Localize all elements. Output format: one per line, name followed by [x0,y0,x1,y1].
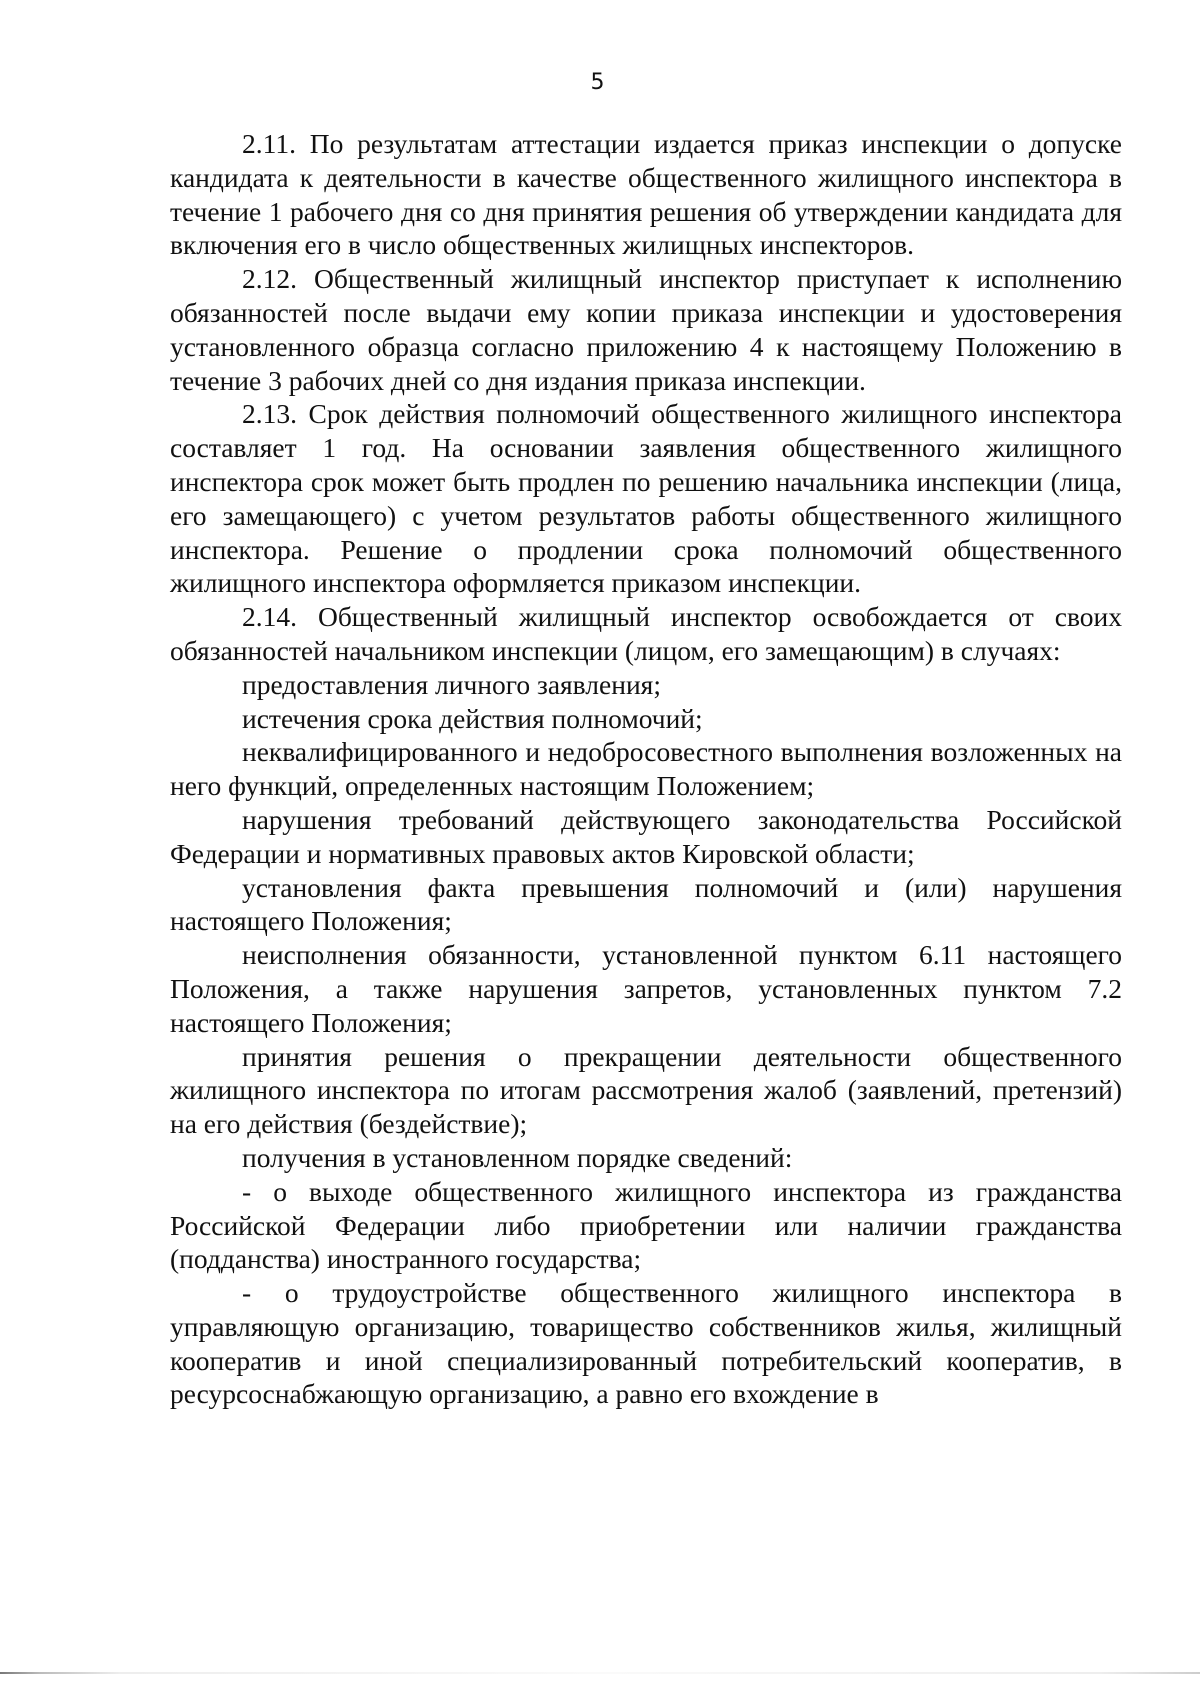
scan-edge-line [0,1672,1200,1674]
list-item: нарушения требований действующего законодательства Российской Федерации и нормативных правовых актов Кировской области; [170,803,1122,869]
list-item: установления факта превышения полномочий и (или) нарушения настоящего Положения; [170,871,1122,937]
sub-list-item: - о трудоустройстве общественного жилищного инспектора в управляющую организацию, товарищество собственников жилья, жилищный кооператив и иной специализированный потребительский кооператив, в ресурсоснабжающую организацию, а равно его вхождение в [170,1277,1122,1410]
list-item: истечения срока действия полномочий; [242,702,703,734]
paragraph-2-12: 2.12. Общественный жилищный инспектор приступает к исполнению обязанностей после выдачи ему копии приказа инспекции и удостоверения установленного образца согласно приложению 4 к настоящему Положению в течение 3 рабочих дней со дня издания приказа инспекции. [170,263,1122,396]
document-body [170,127,1122,1411]
paragraph-2-11: 2.11. По результатам аттестации издается приказ инспекции о допуске кандидата к деятельности в качестве общественного жилищного инспектора в течение 1 рабочего дня со дня принятия решения об утверждении кандидата для включения его в число общественных жилищных инспекторов. [170,128,1122,261]
list-item: получения в установленном порядке сведений: [242,1141,793,1173]
page-number: 5 [590,70,605,95]
paragraph-2-13: 2.13. Срок действия полномочий общественного жилищного инспектора составляет 1 год. На основании заявления общественного жилищного инспектора срок может быть продлен по решению начальника инспекции (лица, его замещающего) с учетом результатов работы общественного жилищного инспектора. Решение о продлении срока полномочий общественного жилищного инспектора оформляется приказом инспекции. [170,398,1122,599]
sub-list-item: - о выходе общественного жилищного инспектора из гражданства Российской Федерации либо приобретении или наличии гражданства (подданства) иностранного государства; [170,1175,1122,1275]
list-item: принятия решения о прекращении деятельности общественного жилищного инспектора по итогам рассмотрения жалоб (заявлений, претензий) на его действия (бездействие); [170,1040,1122,1140]
list-item: неисполнения обязанности, установленной пунктом 6.11 настоящего Положения, а также нарушения запретов, установленных пунктом 7.2 настоящего Положения; [170,939,1122,1038]
list-item: предоставления личного заявления; [242,668,661,700]
paragraph-2-14: 2.14. Общественный жилищный инспектор освобождается от своих обязанностей начальником инспекции (лицом, его замещающим) в случаях: [170,601,1122,666]
list-item: неквалифицированного и недобросовестного выполнения возложенных на него функций, определенных настоящим Положением; [170,736,1122,802]
